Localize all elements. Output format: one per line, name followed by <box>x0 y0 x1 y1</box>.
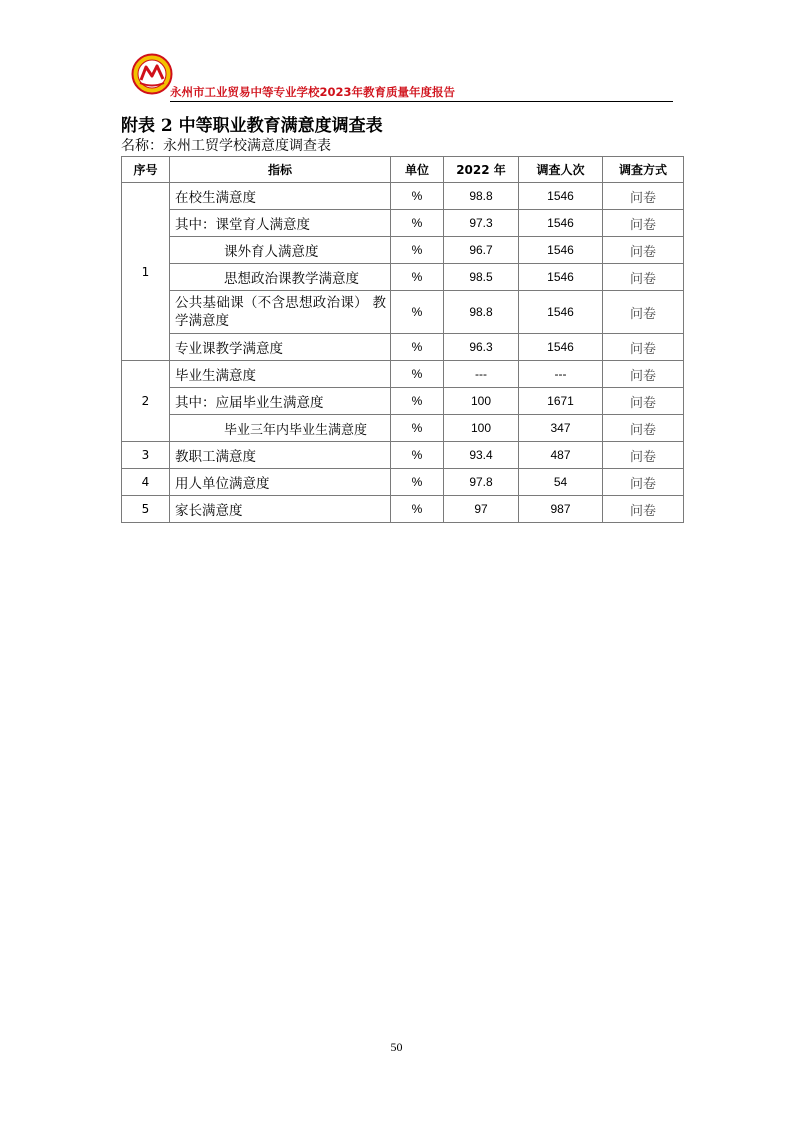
unit-cell: % <box>391 388 444 415</box>
table-row <box>122 334 684 361</box>
unit-cell: % <box>391 210 444 237</box>
indicator-cell: 教职工满意度 <box>170 442 391 469</box>
method-cell: 问卷 <box>603 469 684 496</box>
count-cell: 347 <box>519 415 603 442</box>
unit-cell: % <box>391 442 444 469</box>
table-row <box>122 415 684 442</box>
value-cell: 93.4 <box>444 442 519 469</box>
method-cell: 问卷 <box>603 291 684 334</box>
row-number: 2 <box>122 361 170 442</box>
row-number: 5 <box>122 496 170 523</box>
table-row <box>122 442 684 469</box>
indicator-cell: 公共基础课（不含思想政治课） 教学满意度 <box>170 291 391 334</box>
count-cell: 487 <box>519 442 603 469</box>
column-header-year: 2022 年 <box>444 157 519 183</box>
count-cell: 1546 <box>519 183 603 210</box>
count-cell: 1546 <box>519 334 603 361</box>
value-cell: 97.8 <box>444 469 519 496</box>
unit-cell: % <box>391 469 444 496</box>
count-cell: 1546 <box>519 291 603 334</box>
unit-cell: % <box>391 237 444 264</box>
indicator-cell: 课外育人满意度 <box>170 237 391 264</box>
table-header-row <box>122 157 684 183</box>
unit-cell: % <box>391 496 444 523</box>
method-cell: 问卷 <box>603 210 684 237</box>
column-header-unit: 单位 <box>391 157 444 183</box>
page-heading: 附表 2 中等职业教育满意度调查表 <box>121 116 383 136</box>
value-cell: --- <box>444 361 519 388</box>
indicator-cell: 在校生满意度 <box>170 183 391 210</box>
indicator-cell: 用人单位满意度 <box>170 469 391 496</box>
indicator-cell: 毕业三年内毕业生满意度 <box>170 415 391 442</box>
unit-cell: % <box>391 415 444 442</box>
count-cell: 1546 <box>519 237 603 264</box>
count-cell: 1671 <box>519 388 603 415</box>
unit-cell: % <box>391 291 444 334</box>
page-number: 50 <box>390 1040 403 1054</box>
value-cell: 98.5 <box>444 264 519 291</box>
row-number: 3 <box>122 442 170 469</box>
method-cell: 问卷 <box>603 334 684 361</box>
indicator-cell: 家长满意度 <box>170 496 391 523</box>
method-cell: 问卷 <box>603 361 684 388</box>
value-cell: 100 <box>444 388 519 415</box>
column-header-number: 序号 <box>122 157 170 183</box>
unit-cell: % <box>391 264 444 291</box>
table-row <box>122 237 684 264</box>
indicator-cell: 毕业生满意度 <box>170 361 391 388</box>
value-cell: 98.8 <box>444 183 519 210</box>
row-number: 4 <box>122 469 170 496</box>
value-cell: 97.3 <box>444 210 519 237</box>
column-header-count: 调查人次 <box>519 157 603 183</box>
indicator-cell: 专业课教学满意度 <box>170 334 391 361</box>
value-cell: 97 <box>444 496 519 523</box>
method-cell: 问卷 <box>603 264 684 291</box>
table-row <box>122 361 684 388</box>
value-cell: 96.7 <box>444 237 519 264</box>
unit-cell: % <box>391 183 444 210</box>
school-logo <box>131 53 173 95</box>
indicator-cell: 其中：应届毕业生满意度 <box>170 388 391 415</box>
indicator-cell: 其中：课堂育人满意度 <box>170 210 391 237</box>
value-cell: 96.3 <box>444 334 519 361</box>
method-cell: 问卷 <box>603 183 684 210</box>
table-row <box>122 496 684 523</box>
method-cell: 问卷 <box>603 237 684 264</box>
table-row <box>122 388 684 415</box>
count-cell: 1546 <box>519 264 603 291</box>
table-caption: 名称：永州工贸学校满意度调查表 <box>121 138 331 154</box>
table-row <box>122 469 684 496</box>
method-cell: 问卷 <box>603 496 684 523</box>
header-title: 永州市工业贸易中等专业学校2023年教育质量年度报告 <box>170 85 456 99</box>
column-header-indicator: 指标 <box>170 157 391 183</box>
satisfaction-survey-table <box>121 156 684 523</box>
table-row <box>122 183 684 210</box>
row-number: 1 <box>122 183 170 361</box>
indicator-cell: 思想政治课教学满意度 <box>170 264 391 291</box>
unit-cell: % <box>391 334 444 361</box>
value-cell: 100 <box>444 415 519 442</box>
table-row <box>122 210 684 237</box>
header-divider <box>170 101 673 102</box>
count-cell: 54 <box>519 469 603 496</box>
method-cell: 问卷 <box>603 388 684 415</box>
method-cell: 问卷 <box>603 415 684 442</box>
table-row <box>122 264 684 291</box>
unit-cell: % <box>391 361 444 388</box>
method-cell: 问卷 <box>603 442 684 469</box>
count-cell: --- <box>519 361 603 388</box>
column-header-method: 调查方式 <box>603 157 684 183</box>
value-cell: 98.8 <box>444 291 519 334</box>
count-cell: 1546 <box>519 210 603 237</box>
table-row <box>122 291 684 334</box>
count-cell: 987 <box>519 496 603 523</box>
